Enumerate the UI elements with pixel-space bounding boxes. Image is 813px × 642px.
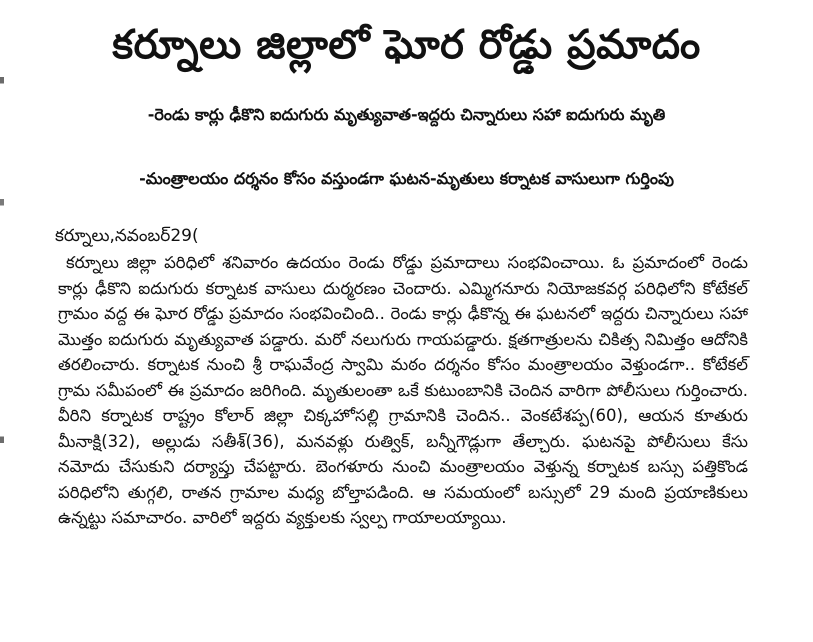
- subheading-mantralayam: -మంత్రాలయం దర్శనం కోసం వస్తుండగా ఘటన-మృతులు కర్నాటక వాసులుగా గుర్తింపు: [139, 169, 674, 188]
- article-body: కర్నూలు జిల్లా పరిధిలో శనివారం ఉదయం రెండు రోడ్డు ప్రమాదాలు సంభవించాయి. ఓ ప్రమాదంలో రెండు కార్లు ఢీకొని ఐదుగురు కర్నాటక వాసులు దుర్మరణం చెందారు. ఎమ్మిగనూరు నియోజకవర్గ పరిధిలోని కోటేకల్ గ్రామం వద్ద ఈ ఘోర రోడ్డు ప్రమాదం సంభవించింది.. రెండు కార్లు ఢీకొన్న ఈ ఘటనలో ఇద్దరు చిన్నారులు సహా మొత్తం ఐదుగురు మృత్యువాత పడ్డారు. మరో నలుగురు గాయపడ్డారు. క్షతగాత్రులను చికిత్స నిమిత్తం ఆదోనికి తరలించారు. కర్నాటక నుంచి శ్రీ రాఘవేంద్ర స్వామి మఠం దర్శనం కోసం మంత్రాలయం వెళ్తుండగా.. కోటేకల్ గ్రామ సమీపంలో ఈ ప్రమాదం జరిగింది. మృతులంతా ఒకే కుటుంబానికి చెందిన వారిగా పోలీసులు గుర్తించారు. వీరిని కర్నాటక రాష్ట్రం కోలార్ జిల్లా చిక్కహోసల్లి గ్రామానికి చెందిన.. వెంకటేశప్ప(60), ఆయన కూతురు మీనాక్షి(32), అల్లుడు సతీశ్(36), మనవళ్లు రుత్విక్, బన్నీగౌడ్లుగా తేల్చారు. ఘటనపై పోలీసులు కేసు నమోదు చేసుకుని దర్యాప్తు చేపట్టారు. బెంగళూరు నుంచి మంత్రాలయం వెళ్తున్న కర్నాటక బస్సు పత్తికొండ పరిధిలోని తుగ్గలి, రాతన గ్రామాల మధ్య బోల్తాపడింది. ఆ సమయంలో బస్సులో 29 మంది ప్రయాణికులు ఉన్నట్టు సమాచారం. వారిలో ఇద్దరు వ్యక్తులకు స్వల్ప గాయాలయ్యాయి.: [58, 253, 748, 527]
- headline: కర్నూలు జిల్లాలో ఘోర రోడ్డు ప్రమాదం: [112, 22, 701, 68]
- subheading-deaths: -రెండు కార్లు ఢీకొని ఐదుగురు మృత్యువాత-ఇద్దరు చిన్నారులు సహా ఐదుగురు మృతి: [147, 105, 666, 124]
- dateline: కర్నూలు,నవంబర్29(: [55, 226, 199, 246]
- left-edge-rule: [0, 0, 4, 642]
